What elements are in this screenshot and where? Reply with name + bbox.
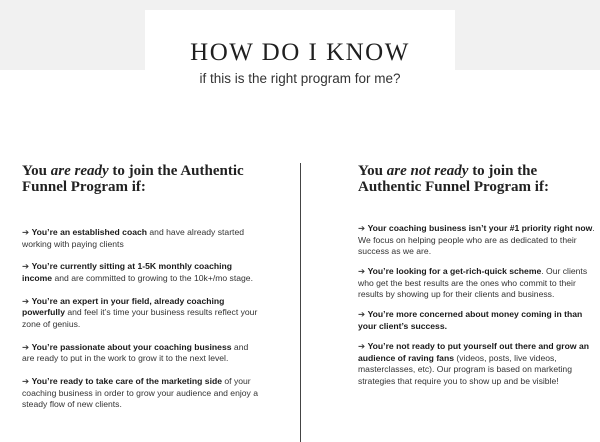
arrow-icon: ➔: [22, 227, 32, 237]
item-bold: You’re looking for a get-rich-quick scheme: [367, 266, 542, 277]
arrow-icon: ➔: [22, 376, 32, 387]
not-ready-heading-post: to join the Authentic Funnel Program if:: [358, 163, 549, 195]
arrow-icon: ➔: [358, 223, 368, 233]
item-text: and have already started working with paying clients: [22, 227, 244, 249]
list-item: [358, 341, 598, 387]
ready-heading-pre: You: [22, 163, 51, 179]
not-ready-heading: [358, 163, 598, 195]
arrow-icon: ➔: [22, 295, 32, 306]
item-text: . We focus on helping people who are as dedicated to their success as we are.: [358, 223, 595, 257]
arrow-icon: ➔: [358, 340, 368, 351]
page-title: HOW DO I KNOW: [190, 39, 410, 66]
not-ready-list: [358, 223, 598, 387]
item-bold: Your coaching business isn’t your #1 priority right now: [367, 223, 593, 233]
item-bold: You’re an expert in your field, already coaching powerfully: [22, 295, 225, 318]
item-text: and are committed to growing to the 10k+/mo stage.: [52, 272, 253, 283]
arrow-icon: ➔: [22, 341, 32, 352]
item-bold: You’re more concerned about money coming in than your client’s success.: [358, 309, 583, 331]
ready-column: [22, 163, 262, 422]
page-subtitle: if this is the right program for me?: [199, 71, 401, 86]
list-item: [358, 309, 598, 332]
item-bold: You’re currently sitting at 1-5K monthly coaching income: [22, 261, 232, 283]
column-divider: [300, 163, 301, 442]
item-bold: You’re not ready to put yourself out there and grow an audience of raving fans: [358, 340, 589, 363]
not-ready-heading-pre: You: [358, 163, 387, 179]
item-text: and are ready to put in the work to grow it to the next level.: [22, 341, 249, 364]
not-ready-heading-emphasis: are not ready: [386, 163, 469, 179]
arrow-icon: ➔: [358, 266, 368, 277]
ready-heading-post: to join the Authentic Funnel Program if:: [22, 163, 244, 195]
list-item: [22, 296, 262, 331]
item-bold: You’re passionate about your coaching business: [31, 341, 232, 352]
item-text: of your coaching business in order to grow your audience and enjoy a steady flow of new clients.: [22, 376, 259, 410]
list-item: [22, 376, 262, 411]
ready-list: [22, 227, 262, 411]
ready-heading-emphasis: are ready: [50, 163, 109, 179]
ready-heading: [22, 163, 262, 195]
item-bold: You’re ready to take care of the marketing side: [31, 376, 222, 387]
list-item: [22, 227, 262, 250]
list-item: [358, 266, 598, 301]
list-item: [22, 342, 262, 365]
arrow-icon: ➔: [358, 309, 368, 320]
item-bold: You’re an established coach: [31, 227, 148, 237]
item-text: and feel it’s time your business results reflect your zone of genius.: [22, 307, 258, 329]
not-ready-column: [358, 163, 598, 396]
arrow-icon: ➔: [22, 261, 32, 272]
item-text: . Our clients who get the best results are the ones who commit to their results by showing up for their clients and business.: [358, 266, 588, 300]
list-item: [22, 261, 262, 284]
item-text: (videos, posts, live videos, masterclasses, etc). Our program is based on marketing strategies that require you to show up and be visible!: [358, 352, 572, 386]
list-item: [358, 223, 598, 258]
